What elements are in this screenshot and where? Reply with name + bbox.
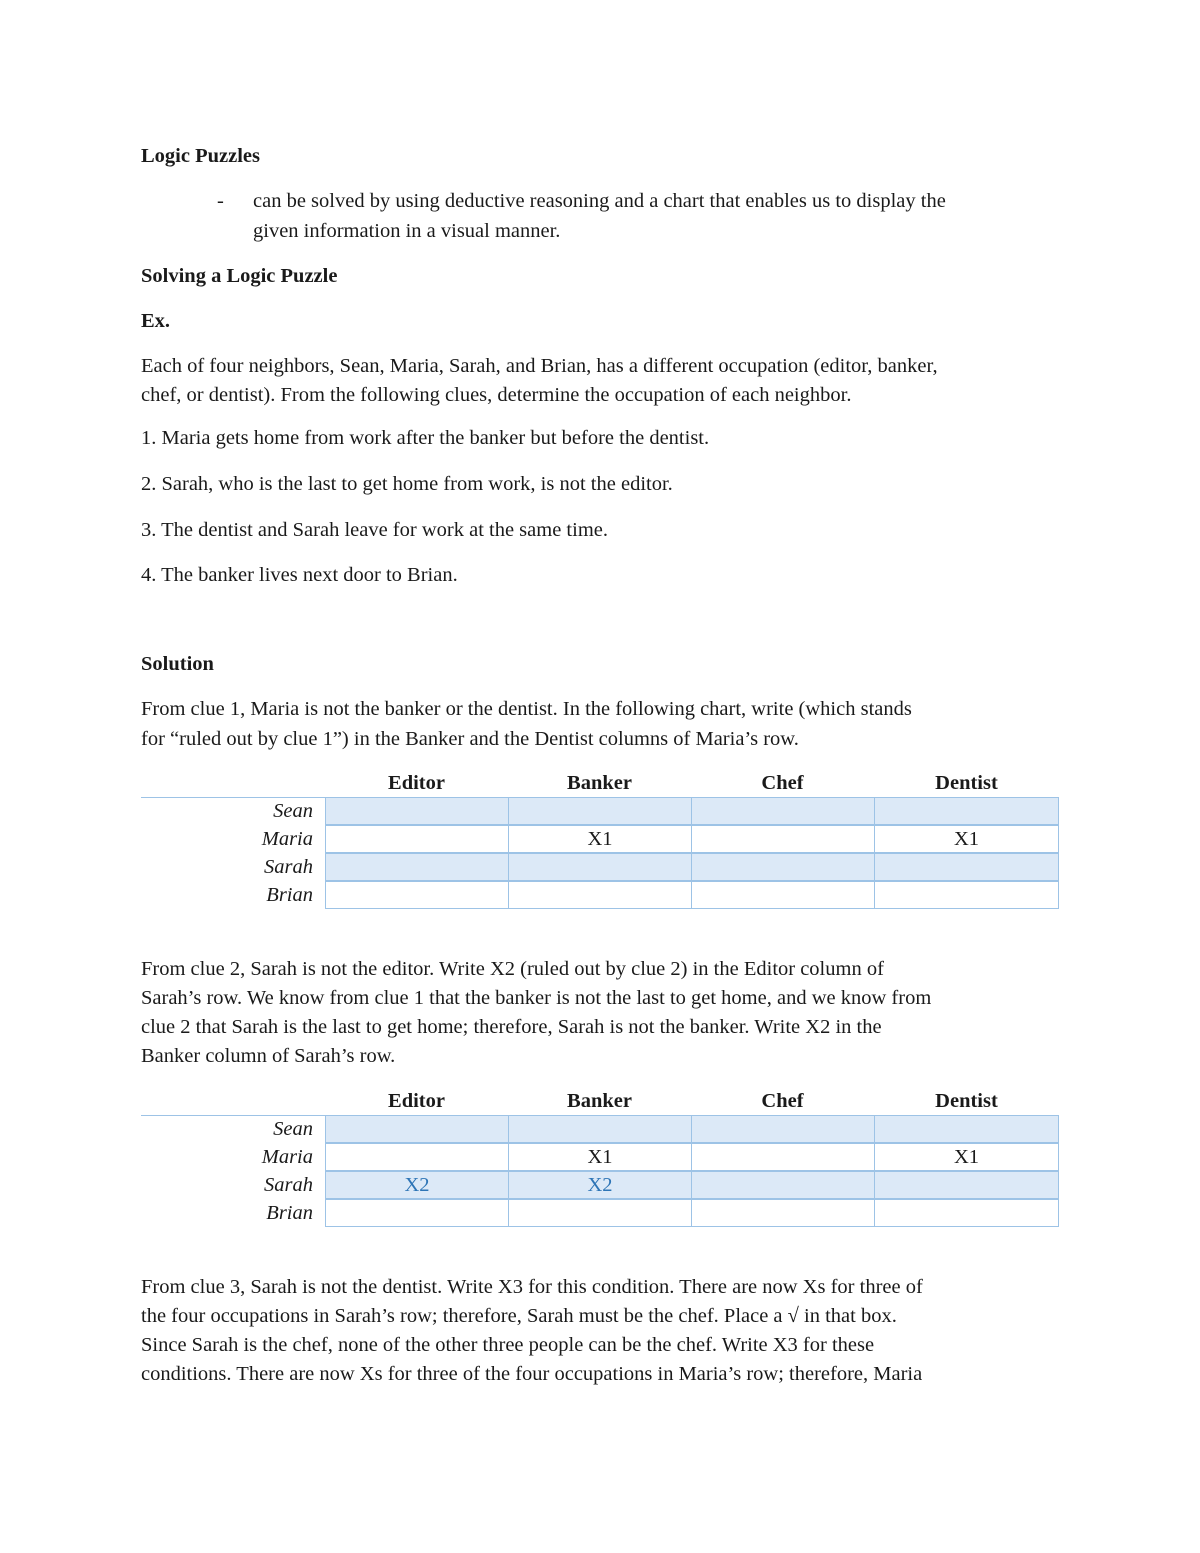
paragraph-2-line-3: clue 2 that Sarah is the last to get home; therefore, Sarah is not the banker. Write X2 in the	[141, 1016, 882, 1038]
column-header-banker: Banker	[567, 772, 632, 794]
grid-cell	[325, 881, 509, 909]
bullet-text-line-1: can be solved by using deductive reasoning and a chart that enables us to display the	[253, 190, 946, 212]
row-name: Maria	[261, 828, 313, 850]
paragraph-3-line-2: the four occupations in Sarah’s row; therefore, Sarah must be the chef. Place a √ in that box.	[141, 1305, 897, 1327]
grid-cell	[325, 797, 509, 825]
table-row	[141, 1199, 1059, 1227]
grid-cell	[508, 853, 692, 881]
paragraph-2-line-4: Banker column of Sarah’s row.	[141, 1045, 396, 1067]
clue-1: 1. Maria gets home from work after the banker but before the dentist.	[141, 427, 710, 449]
table-row	[141, 825, 1059, 853]
grid-cell: X1	[508, 825, 692, 853]
paragraph-2-line-1: From clue 2, Sarah is not the editor. Write X2 (ruled out by clue 2) in the Editor column of	[141, 958, 884, 980]
section-heading: Solving a Logic Puzzle	[141, 265, 338, 287]
column-header-dentist: Dentist	[935, 1090, 998, 1112]
table-row	[141, 797, 1059, 825]
grid-cell	[508, 1115, 692, 1143]
clue-3: 3. The dentist and Sarah leave for work at the same time.	[141, 519, 608, 541]
example-label: Ex.	[141, 310, 171, 332]
bullet-text-line-2: given information in a visual manner.	[253, 220, 561, 242]
grid-cell: X1	[508, 1143, 692, 1171]
grid-cell	[325, 1199, 509, 1227]
grid-cell	[691, 853, 875, 881]
grid-cell	[691, 1115, 875, 1143]
logic-chart-1	[141, 769, 1059, 911]
paragraph-3-line-1: From clue 3, Sarah is not the dentist. Write X3 for this condition. There are now Xs for three of	[141, 1276, 923, 1298]
problem-line-2: chef, or dentist). From the following clues, determine the occupation of each neighbor.	[141, 384, 852, 406]
row-name: Sarah	[264, 1174, 313, 1196]
grid-cell	[508, 797, 692, 825]
logic-chart-2	[141, 1087, 1059, 1229]
column-header-banker: Banker	[567, 1090, 632, 1112]
column-header-chef: Chef	[761, 772, 804, 794]
table-row	[141, 1171, 1059, 1199]
column-header-editor: Editor	[388, 1090, 445, 1112]
grid-cell	[691, 1199, 875, 1227]
grid-cell: X2	[325, 1171, 509, 1199]
row-name: Sean	[273, 1118, 313, 1140]
grid-cell	[874, 881, 1059, 909]
table-row	[141, 853, 1059, 881]
grid-cell	[508, 1199, 692, 1227]
grid-cell	[325, 1115, 509, 1143]
grid-cell	[325, 853, 509, 881]
grid-cell	[691, 825, 875, 853]
bullet-dash: -	[217, 190, 224, 212]
column-header-editor: Editor	[388, 772, 445, 794]
clue-2: 2. Sarah, who is the last to get home from work, is not the editor.	[141, 473, 673, 495]
row-name: Brian	[266, 884, 313, 906]
paragraph-3-line-3: Since Sarah is the chef, none of the other three people can be the chef. Write X3 for these	[141, 1334, 875, 1356]
solution-heading: Solution	[141, 653, 214, 675]
grid-cell	[874, 853, 1059, 881]
page-title: Logic Puzzles	[141, 145, 260, 167]
grid-cell	[874, 1199, 1059, 1227]
grid-cell	[691, 797, 875, 825]
grid-cell: X1	[874, 1143, 1059, 1171]
grid-cell	[874, 1171, 1059, 1199]
table-row	[141, 1115, 1059, 1143]
row-name: Brian	[266, 1202, 313, 1224]
grid-cell	[325, 825, 509, 853]
grid-cell	[325, 1143, 509, 1171]
row-name: Sean	[273, 800, 313, 822]
grid-cell	[691, 1143, 875, 1171]
grid-cell	[508, 881, 692, 909]
grid-cell	[874, 797, 1059, 825]
row-name: Sarah	[264, 856, 313, 878]
grid-cell: X2	[508, 1171, 692, 1199]
paragraph-1-line-2: for “ruled out by clue 1”) in the Banker and the Dentist columns of Maria’s row.	[141, 728, 799, 750]
grid-cell: X1	[874, 825, 1059, 853]
paragraph-3-line-4: conditions. There are now Xs for three of the four occupations in Maria’s row; therefore, Maria	[141, 1363, 923, 1385]
paragraph-1-line-1: From clue 1, Maria is not the banker or the dentist. In the following chart, write (which stands	[141, 698, 912, 720]
paragraph-2-line-2: Sarah’s row. We know from clue 1 that the banker is not the last to get home, and we know from	[141, 987, 932, 1009]
table-row	[141, 881, 1059, 909]
column-header-dentist: Dentist	[935, 772, 998, 794]
row-name: Maria	[261, 1146, 313, 1168]
grid-cell	[691, 1171, 875, 1199]
clue-4: 4. The banker lives next door to Brian.	[141, 564, 458, 586]
grid-cell	[691, 881, 875, 909]
problem-line-1: Each of four neighbors, Sean, Maria, Sarah, and Brian, has a different occupation (editor, banker,	[141, 355, 938, 377]
column-header-chef: Chef	[761, 1090, 804, 1112]
grid-cell	[874, 1115, 1059, 1143]
table-row	[141, 1143, 1059, 1171]
